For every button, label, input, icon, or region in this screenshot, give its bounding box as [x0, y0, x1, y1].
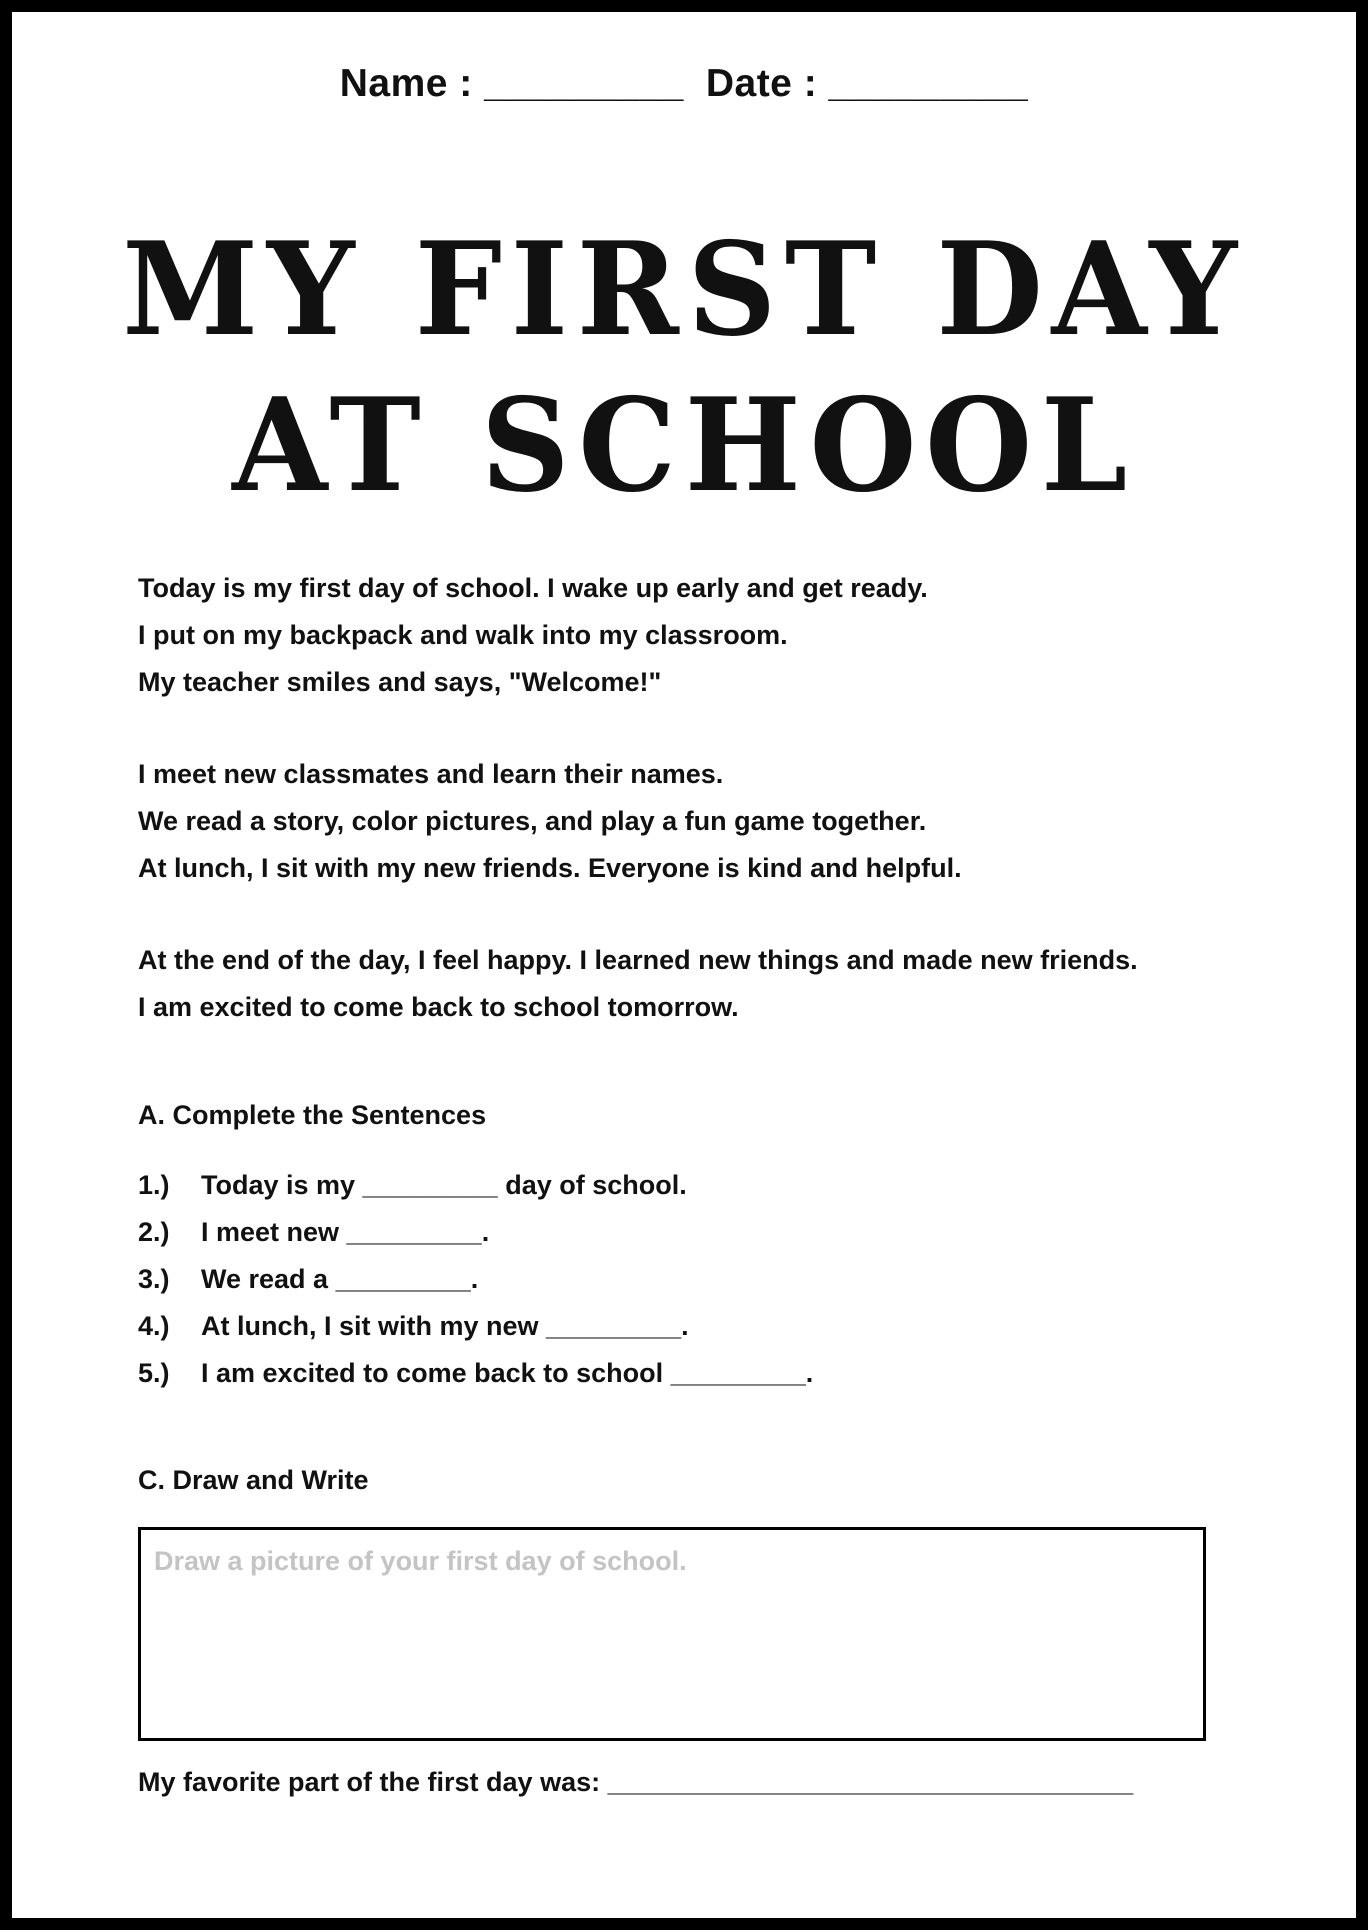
- story-line: We read a story, color pictures, and play a fun game together.: [138, 806, 927, 836]
- favorite-part-line[interactable]: My favorite part of the first day was: ___________________________________: [138, 1767, 1134, 1797]
- question-text: I meet new _________.: [201, 1217, 490, 1247]
- story-line: Today is my first day of school. I wake up early and get ready.: [138, 573, 928, 603]
- question-number: 3.): [138, 1264, 170, 1294]
- date-field[interactable]: Date : _________: [705, 62, 1029, 105]
- section-c-title: C. Draw and Write: [138, 1465, 369, 1495]
- title-line-2: AT SCHOOL: [232, 371, 1136, 521]
- question-text: We read a _________.: [201, 1264, 479, 1294]
- question-number: 4.): [138, 1311, 170, 1341]
- question-text: At lunch, I sit with my new _________.: [201, 1311, 689, 1341]
- name-field[interactable]: Name : _________: [339, 62, 684, 105]
- question-number: 5.): [138, 1358, 170, 1388]
- story-text: [138, 565, 1258, 1031]
- paragraph-gap: [138, 892, 1258, 937]
- name-date-header: [0, 62, 1368, 106]
- story-line: I meet new classmates and learn their names.: [138, 759, 724, 789]
- paragraph-gap: [138, 706, 1258, 751]
- story-line: At lunch, I sit with my new friends. Everyone is kind and helpful.: [138, 853, 962, 883]
- question-number: 2.): [138, 1217, 170, 1247]
- drawing-hint: Draw a picture of your first day of school.: [154, 1546, 687, 1576]
- question-text: Today is my _________ day of school.: [201, 1170, 687, 1200]
- question-item[interactable]: [138, 1350, 813, 1397]
- question-item[interactable]: [138, 1303, 813, 1350]
- question-list: [138, 1162, 813, 1397]
- story-line: I put on my backpack and walk into my classroom.: [138, 620, 788, 650]
- story-line: My teacher smiles and says, "Welcome!": [138, 667, 662, 697]
- question-item[interactable]: [138, 1162, 813, 1209]
- story-line: I am excited to come back to school tomorrow.: [138, 992, 739, 1022]
- section-a-title: A. Complete the Sentences: [138, 1100, 487, 1130]
- story-line: At the end of the day, I feel happy. I learned new things and made new friends.: [138, 945, 1138, 975]
- question-number: 1.): [138, 1170, 170, 1200]
- drawing-box[interactable]: [138, 1527, 1206, 1741]
- question-item[interactable]: [138, 1256, 813, 1303]
- question-text: I am excited to come back to school _________.: [201, 1358, 814, 1388]
- title-line-1: MY FIRST DAY: [122, 215, 1246, 365]
- worksheet-title: [27, 212, 1340, 524]
- question-item[interactable]: [138, 1209, 813, 1256]
